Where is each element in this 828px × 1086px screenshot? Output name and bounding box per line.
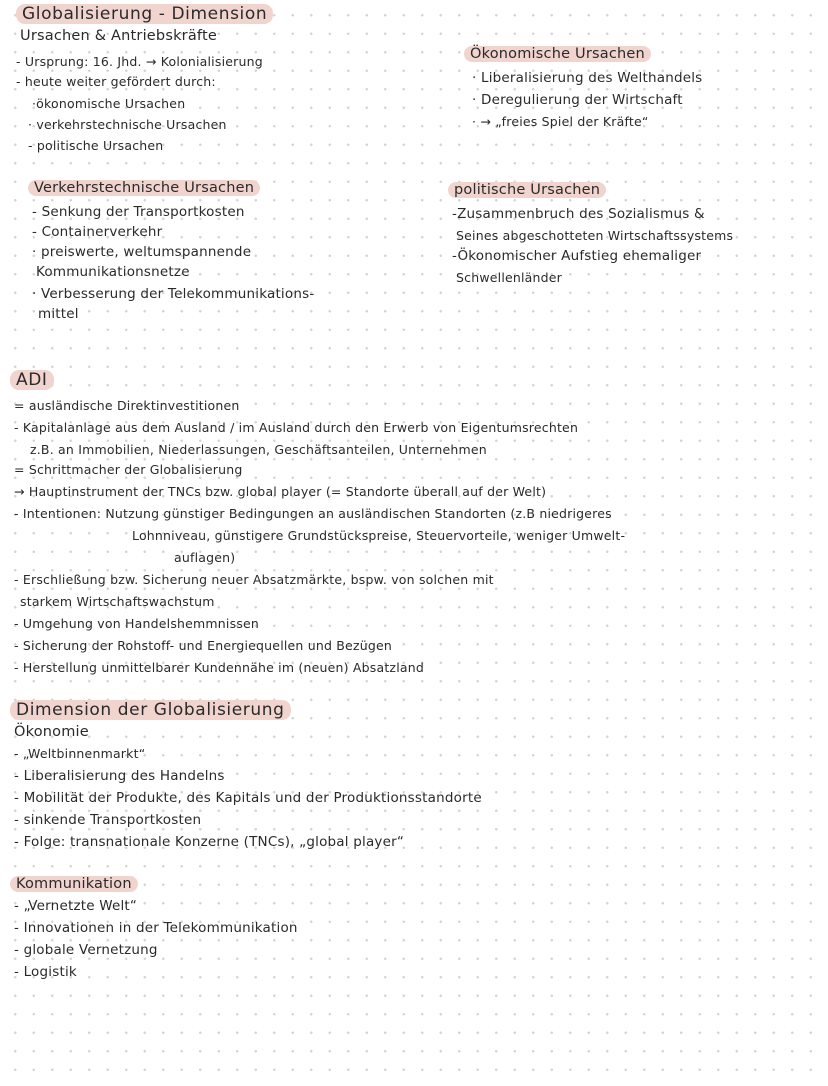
adi-line: - Erschließung bzw. Sicherung neuer Absatzmärkte, bspw. von solchen mit [14,572,494,587]
economy-heading: Ökonomie [14,724,89,740]
traffic-line: - Containerverkehr [32,224,163,240]
communication-line: - Innovationen in der Telekommunikation [14,920,298,936]
adi-line: → Hauptinstrument der TNCs bzw. global player (= Standorte überall auf der Welt) [14,484,547,499]
causes-line: · verkehrstechnische Ursachen [28,117,227,132]
economic-line: · Deregulierung der Wirtschaft [472,92,683,108]
traffic-causes [32,178,392,338]
adi-line: - Intentionen: Nutzung günstiger Bedingungen an ausländischen Standorten (z.B niedrigeres [14,506,612,521]
traffic-line: mittel [38,306,79,322]
causes-list [16,52,336,156]
adi-line: - Umgehung von Handelshemmnissen [14,616,260,631]
page-title: Globalisierung - Dimension [16,4,273,24]
adi-line: - Kapitalanlage aus dem Ausland / im Ausland durch den Erwerb von Eigentumsrechten [14,420,579,435]
economy-line: - „Weltbinnenmarkt“ [14,746,146,761]
adi-line: z.B. an Immobilien, Niederlassungen, Geschäftsanteilen, Unternehmen [30,442,487,457]
adi-line: - Herstellung unmittelbarer Kundennähe im (neuen) Absatzland [14,660,424,675]
adi-heading: ADI [10,370,54,390]
causes-line: - Ursprung: 16. Jhd. → Kolonialisierung [16,54,263,69]
traffic-heading: Verkehrstechnische Ursachen [28,180,260,196]
dimension-heading: Dimension der Globalisierung [10,700,291,720]
adi-line: = ausländische Direktinvestitionen [14,398,240,413]
causes-line: - heute weiter gefördert durch: [16,74,216,89]
adi-line: = Schrittmacher der Globalisierung [14,462,243,477]
economy-line: - sinkende Transportkosten [14,812,202,828]
economic-line: · → „freies Spiel der Kräfte“ [472,114,649,129]
communication-heading: Kommunikation [10,876,138,892]
traffic-line: - Senkung der Transportkosten [32,204,245,220]
economic-causes [468,44,788,134]
political-line: Schwellenländer [456,270,563,285]
political-line: Seines abgeschotteten Wirtschaftssystems [456,228,734,243]
economy-line: - Folge: transnationale Konzerne (TNCs), „global player“ [14,834,405,850]
traffic-line: · preiswerte, weltumspannende [32,244,252,260]
causes-line: - politische Ursachen [28,138,164,153]
adi-section [14,370,828,690]
adi-line: - Sicherung der Rohstoff- und Energiequellen und Bezügen [14,638,392,653]
adi-line: starkem Wirtschaftswachstum [20,594,215,609]
political-line: -Zusammenbruch des Sozialismus & [452,206,705,222]
dimension-section [14,700,714,990]
traffic-line: · Verbesserung der Telekommunikations- [32,286,315,302]
economic-heading: Ökonomische Ursachen [464,46,651,62]
causes-line: ·ökonomische Ursachen [32,96,186,111]
economy-line: - Liberalisierung des Handelns [14,768,225,784]
adi-line: Lohnniveau, günstigere Grundstückspreise, Steuervorteile, weniger Umwelt- [132,528,626,543]
communication-line: - „Vernetzte Welt“ [14,898,138,914]
political-causes [452,180,822,290]
causes-heading: Ursachen & Antriebskräfte [20,28,217,44]
economic-line: · Liberalisierung des Welthandels [472,70,703,86]
title-block [20,4,320,50]
communication-line: - globale Vernetzung [14,942,158,958]
economy-line: - Mobilität der Produkte, des Kapitals und der Produktionsstandorte [14,790,482,806]
traffic-line: Kommunikationsnetze [36,264,190,280]
political-heading: politische Ursachen [448,182,606,198]
adi-line: auflagen) [174,550,236,565]
political-line: -Ökonomischer Aufstieg ehemaliger [452,248,702,264]
communication-line: - Logistik [14,964,77,980]
